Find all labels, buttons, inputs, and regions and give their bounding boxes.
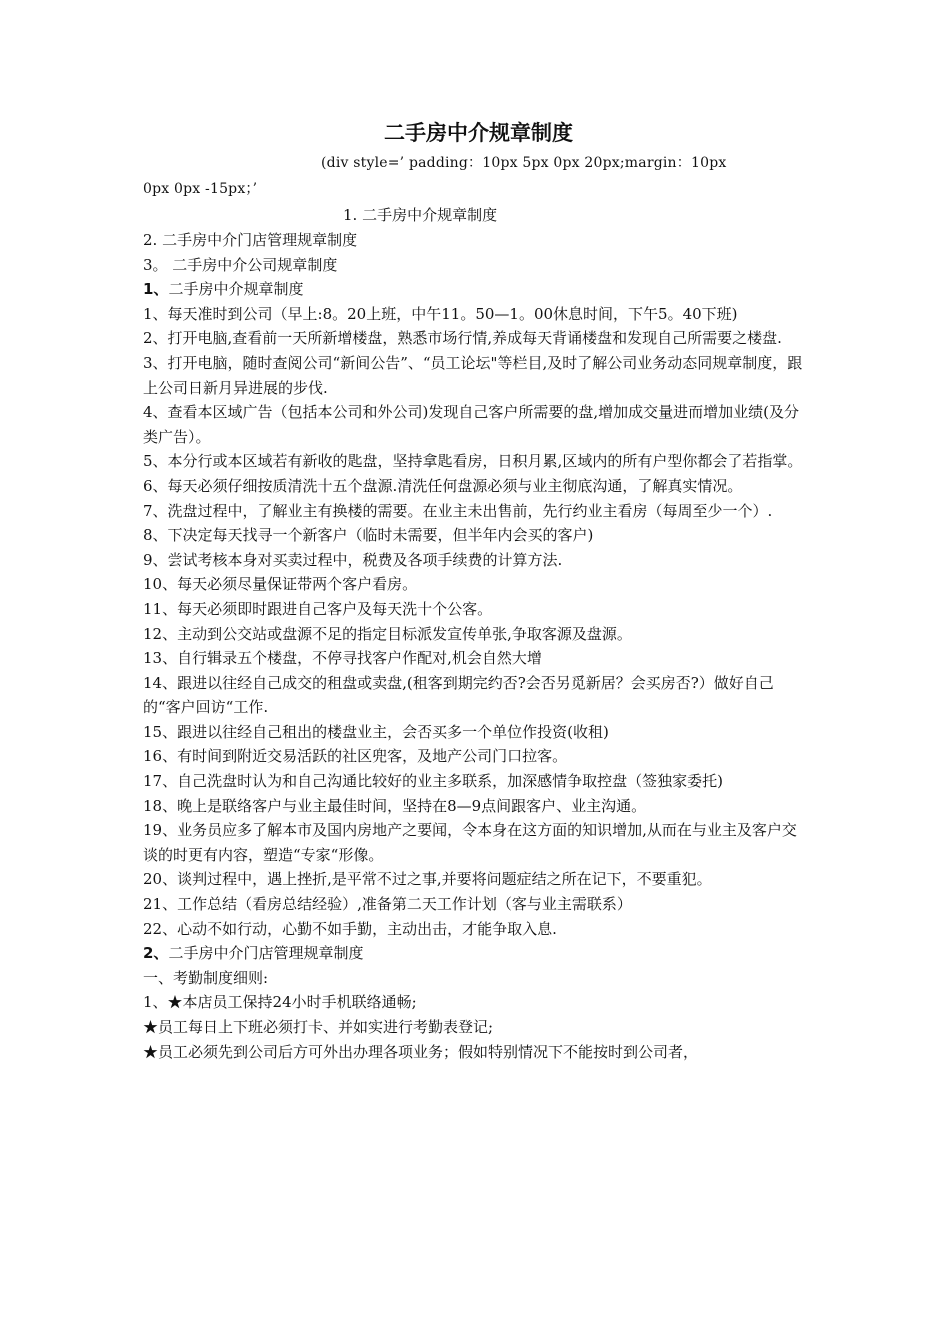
section-1-heading [143, 277, 808, 302]
toc-item-1: 1. 二手房中介规章制度 [343, 206, 498, 224]
paragraph-line: 22、心动不如行动，心勤不如手勤，主动出击，才能争取入息. [143, 919, 557, 938]
paragraph-line: 18、晚上是联络客户与业主最佳时间，坚持在8—9点间跟客户、业主沟通。 [143, 796, 647, 815]
paragraph-line: 20、谈判过程中，遇上挫折,是平常不过之事,并要将问题症结之所在记下，不要重犯。 [143, 870, 712, 889]
paragraph-line: 13、自行辑录五个楼盘，不停寻找客户作配对,机会自然大增 [143, 649, 542, 668]
paragraph-line: 14、跟进以往经自己成交的租盘或卖盘,(租客到期完约否?会否另觅新居？会买房否?）做好自己的“客户回访“工作. [143, 673, 774, 717]
paragraph-line: 1、★本店员工保持24小时手机联络通畅; [143, 993, 417, 1012]
paragraph-line: ★员工每日上下班必须打卡、并如实进行考勤表登记; [143, 1018, 494, 1036]
paragraph-line: 9、尝试考核本身对买卖过程中，税费及各项手续费的计算方法. [143, 550, 563, 569]
paragraph-line: 6、每天必须仔细按质清洗十五个盘源.清洗任何盘源必须与业主彻底沟通，了解真实情况。 [143, 476, 743, 495]
paragraph-line: 7、洗盘过程中，了解业主有换楼的需要。在业主未出售前，先行约业主看房（每周至少一个）. [143, 501, 773, 520]
paragraph-line: 2、打开电脑,查看前一天所新增楼盘，熟悉市场行情,养成每天背诵楼盘和发现自己所需要之楼盘. [143, 329, 782, 348]
paragraph-line: 16、有时间到附近交易活跃的社区兜客，及地产公司门口拉客。 [143, 747, 568, 766]
document-page [143, 118, 808, 1064]
toc-item-2: 2. 二手房中介门店管理规章制度 [143, 231, 358, 249]
section-1-title: 二手房中介规章制度 [168, 280, 304, 299]
paragraph-line: ★员工必须先到公司后方可外出办理各项业务；假如特别情况下不能按时到公司者， [143, 1042, 699, 1061]
section-2-heading [143, 941, 808, 966]
paragraph-line: 11、每天必须即时跟进自己客户及每天洗十个公客。 [143, 599, 493, 618]
paragraph-line: 3、打开电脑，随时查阅公司“新间公告”、“员工论坛"等栏目,及时了解公司业务动态同规章制度，跟上公司日新月异进展的步伐. [143, 353, 803, 397]
section-2-items [143, 966, 808, 1064]
code-line-1: (div style=’ padding：10px 5px 0px 20px;margin：10px [321, 155, 727, 171]
paragraph-line: 一、考勤制度细则: [143, 968, 269, 987]
document-title: 二手房中介规章制度 [384, 120, 573, 145]
paragraph-line: 5、本分行或本区域若有新收的匙盘，坚持拿匙看房，日积月累,区域内的所有户型你都会了若指掌。 [143, 452, 803, 471]
section-2-number: 2、 [143, 944, 169, 963]
paragraph-line: 10、每天必须尽量保证带两个客户看房。 [143, 575, 418, 594]
section-1-number: 1、 [143, 280, 169, 299]
paragraph-line: 15、跟进以往经自己租出的楼盘业主，会否买多一个单位作投资(收租) [143, 722, 609, 741]
paragraph-line: 8、下决定每天找寻一个新客户（临时未需要，但半年内会买的客户) [143, 526, 594, 545]
section-2-title: 二手房中介门店管理规章制度 [168, 944, 364, 963]
paragraph-line: 4、查看本区域广告（包括本公司和外公司)发现自己客户所需要的盘,增加成交量进而增加业绩(及分类广告）。 [143, 403, 800, 446]
section-1-items [143, 302, 808, 941]
paragraph-line: 12、主动到公交站或盘源不足的指定目标派发宣传单张,争取客源及盘源。 [143, 624, 632, 643]
paragraph-line: 17、自己洗盘时认为和自己沟通比较好的业主多联系，加深感情争取控盘（签独家委托) [143, 772, 723, 791]
code-line-2: 0px 0px -15px；’ [143, 181, 258, 197]
paragraph-line: 1、每天准时到公司（早上:8。20上班，中午11。50—1。00休息时间，下午5。40下班) [143, 304, 738, 323]
paragraph-line: 19、业务员应多了解本市及国内房地产之要闻，令本身在这方面的知识增加,从而在与业主及客户交谈的时更有内容，塑造“专家“形像。 [143, 821, 797, 864]
paragraph-line: 21、工作总结（看房总结经验）,准备第二天工作计划（客与业主需联系） [143, 895, 632, 914]
toc-item-3: 3。 二手房中介公司规章制度 [143, 255, 338, 274]
